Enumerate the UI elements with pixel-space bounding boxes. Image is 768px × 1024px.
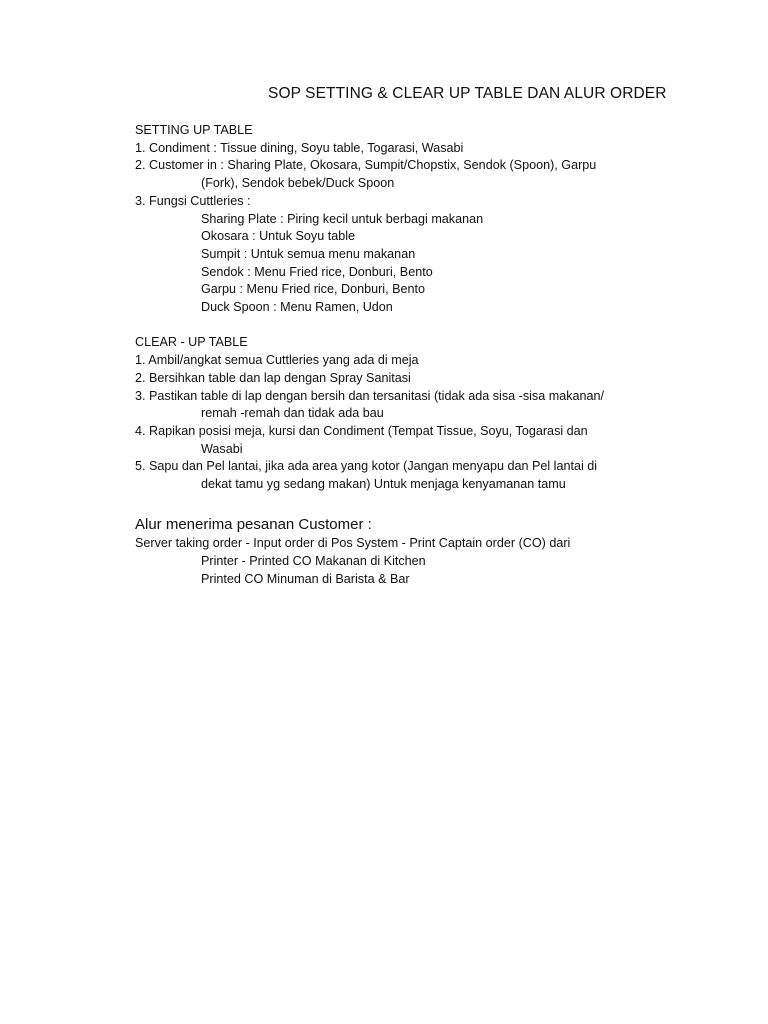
alur-heading: Alur menerima pesanan Customer : xyxy=(135,516,372,534)
fungsi-item: Sendok : Menu Fried rice, Donburi, Bento xyxy=(201,264,433,279)
fungsi-item: Okosara : Untuk Soyu table xyxy=(201,229,356,244)
section-spacer xyxy=(135,494,745,512)
setting-up-item-1: 1. Condiment : Tissue dining, Soyu table, Togarasi, Wasabi xyxy=(135,140,464,155)
document-body xyxy=(135,122,745,589)
alur-line-2: Printer - Printed CO Makanan di Kitchen xyxy=(201,554,426,569)
fungsi-item: Duck Spoon : Menu Ramen, Udon xyxy=(201,300,393,315)
clear-up-item-3: 3. Pastikan table di lap dengan bersih dan tersanitasi (tidak ada sisa -sisa makanan/ xyxy=(135,388,605,403)
setting-up-item-2: 2. Customer in : Sharing Plate, Okosara, Sumpit/Chopstix, Sendok (Spoon), Garpu xyxy=(135,158,597,173)
document-title: SOP SETTING & CLEAR UP TABLE DAN ALUR ORDER xyxy=(268,85,667,102)
alur-line-1: Server taking order - Input order di Pos System - Print Captain order (CO) dari xyxy=(135,536,571,551)
fungsi-item: Sharing Plate : Piring kecil untuk berbagi makanan xyxy=(201,211,484,226)
clear-up-item-2: 2. Bersihkan table dan lap dengan Spray Sanitasi xyxy=(135,370,411,385)
setting-up-item-3: 3. Fungsi Cuttleries : xyxy=(135,193,251,208)
setting-up-item-2-continued: (Fork), Sendok bebek/Duck Spoon xyxy=(201,176,395,191)
section-spacer xyxy=(135,317,745,335)
setting-up-heading: SETTING UP TABLE xyxy=(135,123,253,137)
clear-up-item-5: 5. Sapu dan Pel lantai, jika ada area yang kotor (Jangan menyapu dan Pel lantai di xyxy=(135,459,598,474)
fungsi-item: Garpu : Menu Fried rice, Donburi, Bento xyxy=(201,282,425,297)
clear-up-heading: CLEAR - UP TABLE xyxy=(135,335,248,350)
clear-up-item-4: 4. Rapikan posisi meja, kursi dan Condiment (Tempat Tissue, Soyu, Togarasi dan xyxy=(135,423,588,438)
clear-up-item-3-continued: remah -remah dan tidak ada bau xyxy=(201,406,384,421)
alur-line-3: Printed CO Minuman di Barista & Bar xyxy=(201,571,410,586)
clear-up-item-5-continued: dekat tamu yg sedang makan) Untuk menjaga kenyamanan tamu xyxy=(201,477,566,492)
clear-up-item-4-continued: Wasabi xyxy=(201,441,243,456)
fungsi-item: Sumpit : Untuk semua menu makanan xyxy=(201,246,416,261)
clear-up-item-1: 1. Ambil/angkat semua Cuttleries yang ada di meja xyxy=(135,353,419,368)
